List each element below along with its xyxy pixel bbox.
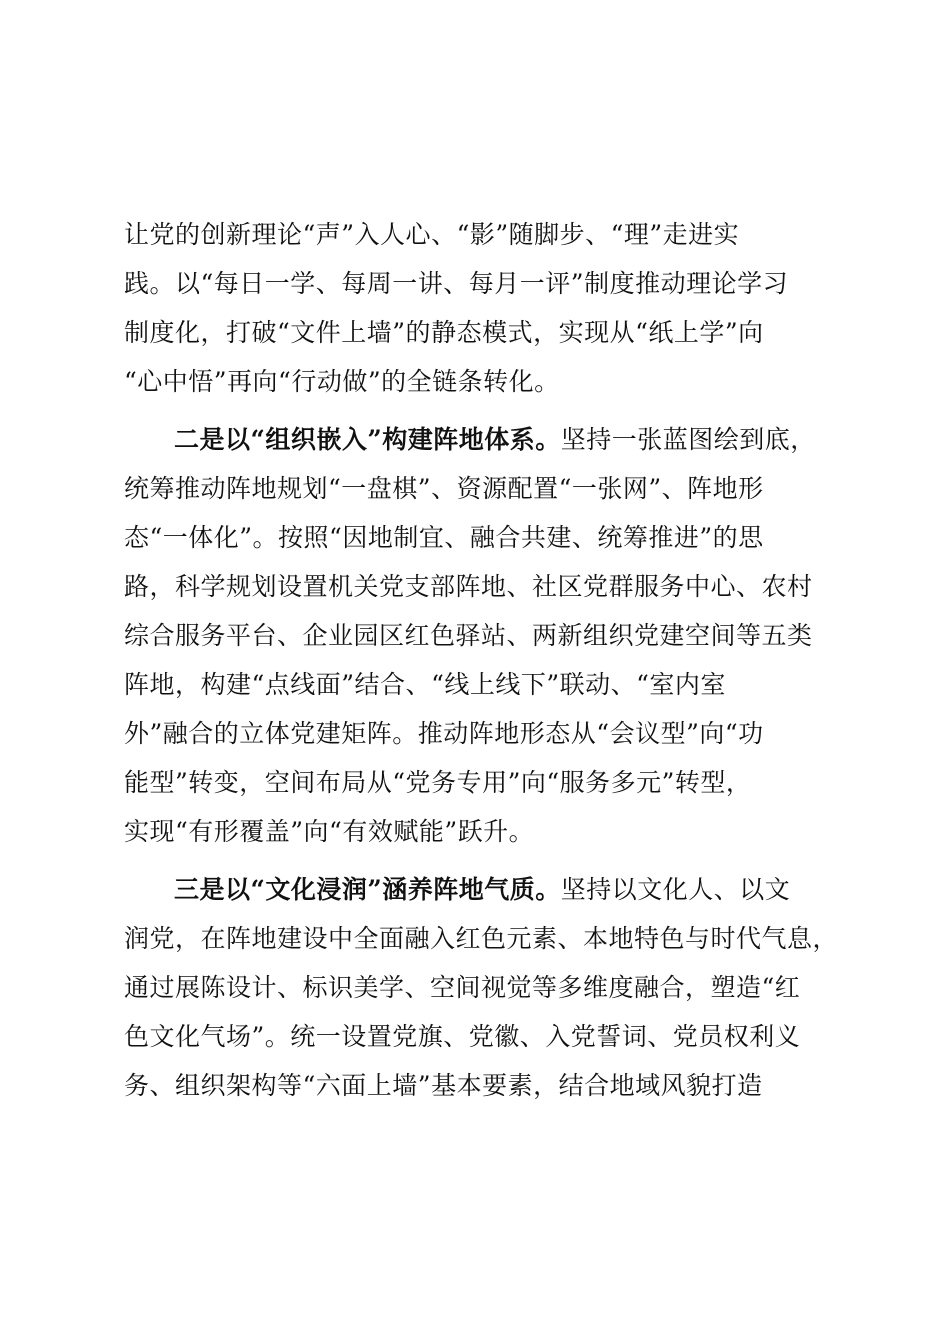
paragraph-3-line: 通过展陈设计、标识美学、空间视觉等多维度融合，塑造“红 (124, 973, 801, 1002)
paragraph-2-line: 统筹推动阵地规划“一盘棋”、资源配置“一张网”、阵地形 (124, 474, 764, 503)
paragraph-2-line: 实现“有形覆盖”向“有效赋能”跃升。 (124, 817, 535, 846)
paragraph-3-line: 润党，在阵地建设中全面融入红色元素、本地特色与时代气息， (124, 924, 839, 953)
paragraph-2-first-line (124, 415, 824, 464)
paragraph-2 (124, 415, 824, 856)
paragraph-2-heading: 二是以“组织嵌入”构建阵地体系。 (174, 425, 561, 454)
paragraph-3-first-line (124, 865, 824, 914)
paragraph-1-line: 践。以“每日一学、每周一讲、每月一评”制度推动理论学习 (124, 269, 789, 298)
paragraph-3-first-line-text: 坚持以文化人、以文 (560, 875, 791, 904)
paragraph-3-line: 色文化气场”。统一设置党旗、党徽、入党誓词、党员权利义 (124, 1022, 801, 1051)
paragraph-3 (124, 865, 839, 1110)
paragraph-1-line: 制度化，打破“文件上墙”的静态模式，实现从“纸上学”向 (124, 318, 764, 347)
paragraph-2-line: 阵地，构建“点线面”结合、“线上线下”联动、“室内室 (124, 670, 726, 699)
paragraph-2-first-line-text: 坚持一张蓝图绘到底， (560, 425, 816, 454)
paragraph-2-line: 态“一体化”。按照“因地制宜、融合共建、统筹推进”的思 (124, 523, 764, 552)
paragraph-3-heading: 三是以“文化浸润”涵养阵地气质。 (174, 875, 561, 904)
paragraph-1-line: 让党的创新理论“声”入人心、“影”随脚步、“理”走进实 (124, 220, 740, 249)
paragraph-3-line: 务、组织架构等“六面上墙”基本要素，结合地域风貌打造 (124, 1071, 763, 1100)
paragraph-2-line: 路，科学规划设置机关党支部阵地、社区党群服务中心、农村 (124, 572, 813, 601)
paragraph-2-line: 外”融合的立体党建矩阵。推动阵地形态从“会议型”向“功 (124, 719, 764, 748)
paragraph-2-line: 综合服务平台、企业园区红色驿站、两新组织党建空间等五类 (124, 621, 813, 650)
paragraph-1-line: “心中悟”再向“行动做”的全链条转化。 (124, 367, 560, 396)
paragraph-2-line: 能型”转变，空间布局从“党务专用”向“服务多元”转型， (124, 768, 752, 797)
paragraph-1 (124, 210, 824, 406)
